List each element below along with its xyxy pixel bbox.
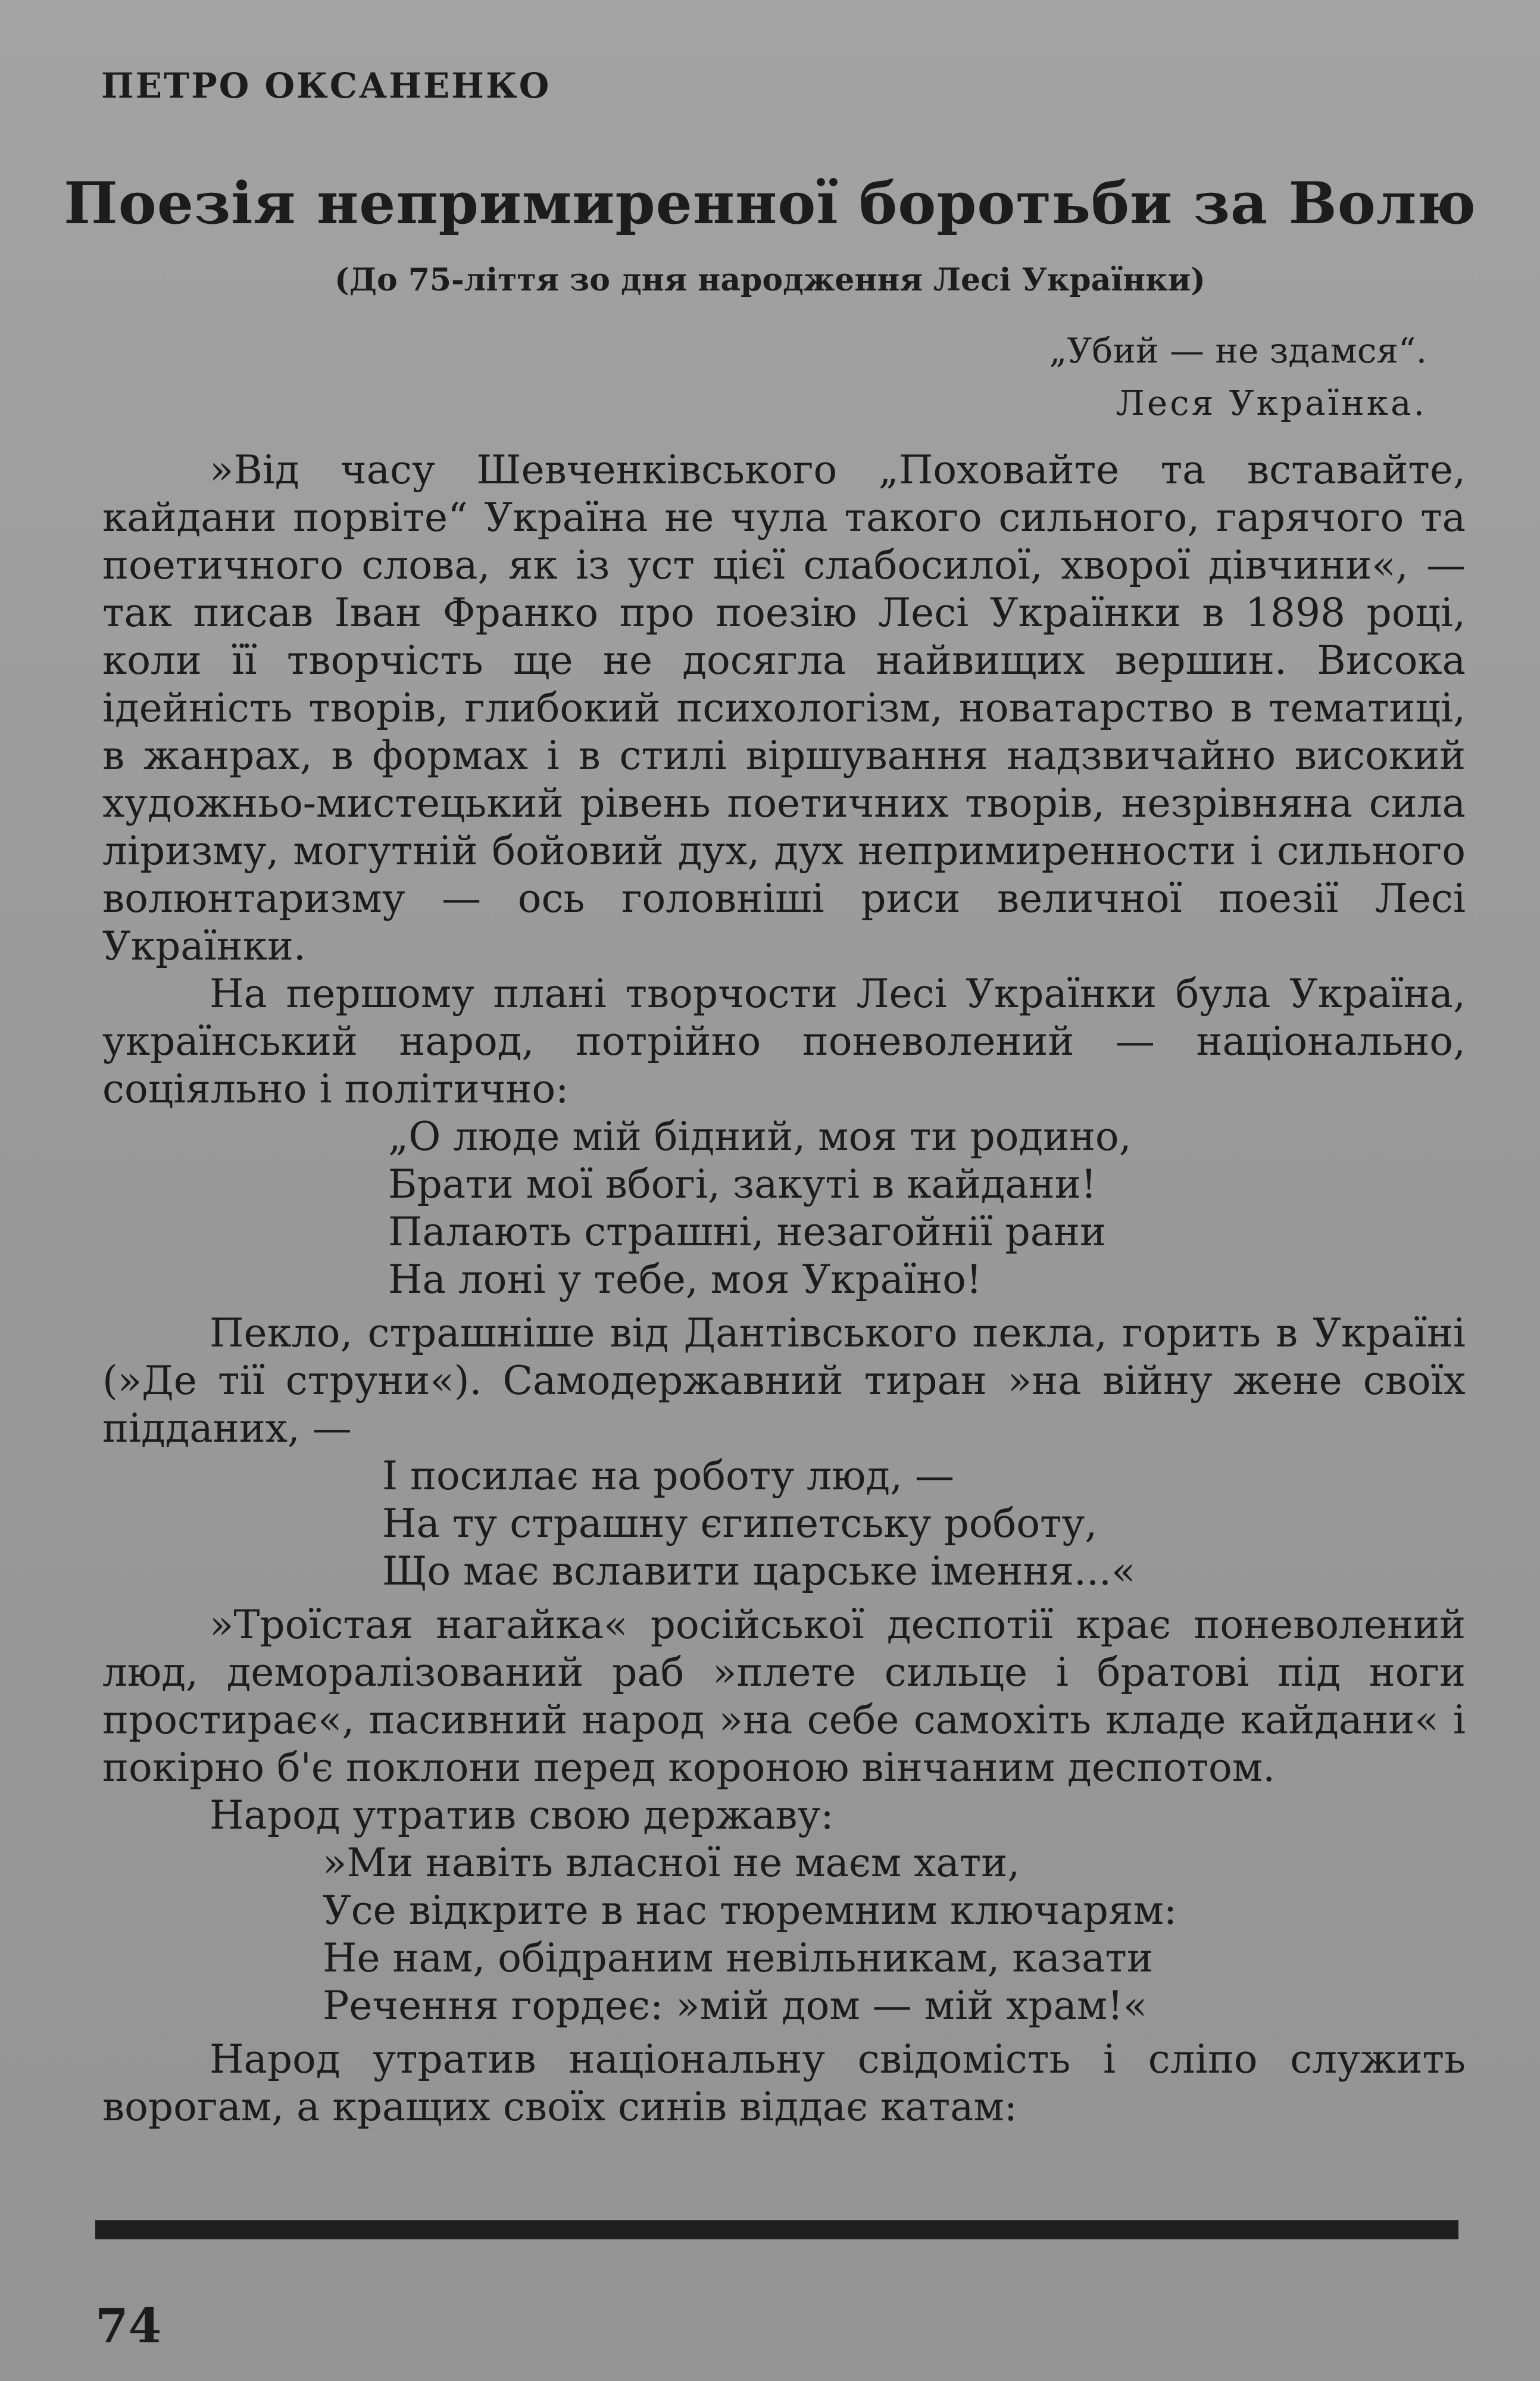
verse-block [388,1113,1466,1304]
paragraph: Народ утратив національну свідомість і сліпо служить ворогам, а кращих своїх синів віддає катам: [102,2036,1466,2130]
article-subtitle: (До 75-ліття зо дня народження Лесі Українки) [335,262,1205,298]
verse-line: Що має вславити царське імення...« [382,1548,1136,1594]
verse-block [382,1452,1466,1595]
author-name: ПЕТРО ОКСАНЕНКО [101,65,551,106]
verse-line: Палають страшні, незагойнії рани [388,1209,1107,1255]
page-number: 74 [95,2298,162,2354]
bottom-rule [95,2220,1458,2239]
verse-line: На ту страшну єгипетську роботу, [382,1501,1098,1546]
epigraph [1049,324,1427,429]
verse-line: Речення гордеє: »мій дом — мій храм!« [323,1983,1148,2029]
verse-line: »Ми навіть власної не маєм хати, [323,1840,1020,1886]
article-body [102,446,1466,2131]
epigraph-quote: „Убий — не здамся“. [1049,330,1427,371]
article-title: Поезія непримиренної боротьби за Волю [64,170,1476,237]
verse-line: Брати мої вбогі, закуті в кайдани! [388,1161,1097,1207]
verse-line: На лоні у тебе, моя Україно! [388,1257,982,1302]
paragraph: Пекло, страшніше від Дантівського пекла, горить в Україні (»Де тії струни«). Самодержавний тиран »на війну жене своїх підданих, — [102,1310,1466,1451]
verse-line: Не нам, обідраним невільникам, казати [323,1935,1153,1981]
paragraph: »Троїстая нагайка« російської деспотії крає поневолений люд, деморалізований раб »плете сильце і братові під ноги простирає«, пасивний народ »на себе самохіть кладе кайдани« і покірно б'є поклони перед короною вінчаним деспотом. [102,1602,1466,1791]
epigraph-author: Леся Українка. [1116,383,1427,423]
paragraph: Народ утратив свою державу: [210,1792,834,1838]
verse-line: Усе відкрите в нас тюремним ключарям: [323,1888,1177,1933]
paragraph: »Від часу Шевченківського „Поховайте та вставайте, кайдани порвіте“ Україна не чула такого сильного, гарячого та поетичного слова, як із уст цієї слабосилої, хворої дівчини«, — так писав Іван Франко про поезію Лесі Українки в 1898 році, коли її творчість ще не досягла найвищих вершин. Висока ідейність творів, глибокий психологізм, новатарство в тематиці, в жанрах, в формах і в стилі віршування надзвичайно високий художньо-мистецький рівень поетичних творів, незрівняна сила ліризму, могутній бойовий дух, дух непримиренности і сильного волюнтаризму — ось головніші риси величної поезії Лесі Українки. [102,447,1466,969]
verse-block [323,1839,1466,2030]
paragraph: На першому плані творчости Лесі Українки була Україна, український народ, потрійно поневолений — національно, соціяльно і політично: [102,971,1466,1112]
verse-line: І посилає на роботу люд, — [382,1453,955,1499]
verse-line: „О люде мій бідний, моя ти родино, [388,1114,1132,1160]
